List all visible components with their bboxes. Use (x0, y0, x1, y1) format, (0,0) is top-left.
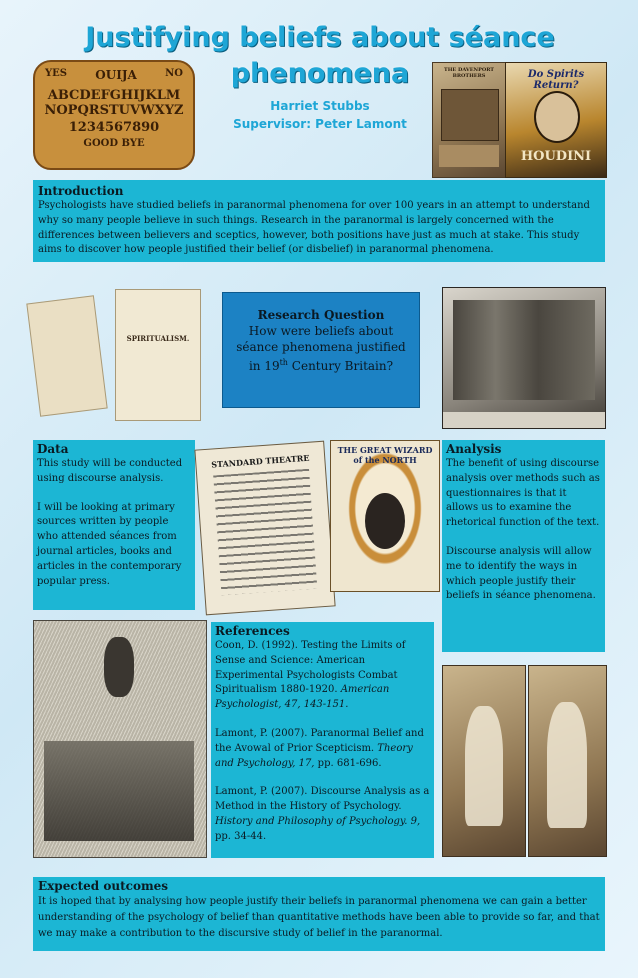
theatre-poster-title: STANDARD THEATRE (210, 452, 310, 470)
ouija-board-image (33, 60, 195, 170)
data-heading: Data (37, 442, 69, 456)
research-question-heading: Research Question (257, 308, 385, 322)
ouija-no: NO (165, 68, 183, 79)
ouija-brand: OUIJA (95, 68, 137, 82)
levitation-engraving (33, 620, 207, 858)
book-title: SPIRITUALISM. (126, 334, 190, 343)
analysis-paragraph-2: Discourse analysis will allow me to identify the ways in which people justify their beliefs in séance phenomena. (446, 545, 596, 602)
great-wizard-caption: THE GREAT WIZARD of the NORTH (337, 445, 433, 465)
ouija-yes: YES (45, 68, 67, 79)
research-question-line-3: in 19th Century Britain? (248, 358, 394, 373)
data-paragraph-2: I will be looking at primary sources written by people who attended séances from journal articles, books and articles in the contemporary popular press. (37, 501, 182, 587)
great-wizard-poster (330, 440, 440, 592)
davenport-poster-title: THE DAVENPORT BROTHERS (443, 67, 494, 79)
data-paragraph-1: This study will be conducted using discourse analysis. (37, 458, 183, 484)
research-question-line-2: séance phenomena justified (236, 340, 406, 354)
reference-2: Lamont, P. (2007). Paranormal Belief and the Avowal of Prior Scepticism. Theory and Psychology, 17, pp. 681-696. (215, 727, 424, 769)
author-name: Harriet Stubbs (270, 99, 370, 113)
reference-1: Coon, D. (1992). Testing the Limits of Sense and Science: American Experimental Psychologists Combat Spiritualism 1880-1920. American Psychologist, 47, 143-151. (215, 640, 406, 711)
title-line-2: phenomena (230, 58, 410, 89)
title-line-1: Justifying beliefs about séance (85, 22, 555, 53)
spirit-photo-left (442, 665, 526, 857)
research-question-line-1: How were beliefs about (248, 324, 394, 338)
introduction-heading: Introduction (38, 184, 124, 198)
houdini-headline: Do Spirits Return? (527, 69, 585, 91)
research-question-box (222, 292, 420, 408)
expected-outcomes-heading: Expected outcomes (38, 879, 169, 893)
introduction-panel (33, 180, 605, 262)
references-panel (211, 622, 434, 858)
reference-3: Lamont, P. (2007). Discourse Analysis as a Method in the History of Psychology. History and Philosophy of Psychology. 9, pp. 34-44. (215, 786, 430, 842)
expected-outcomes-body: It is hoped that by analysing how people justify their beliefs in paranormal phenomena we can gain a better understanding of the psychology of belief than quantitative methods have been able to provide so far, and that we may make a contribution to the discursive study of belief in the paranormal. (38, 896, 600, 939)
houdini-poster-image (505, 62, 607, 178)
standard-theatre-poster (194, 441, 335, 616)
analysis-heading: Analysis (446, 442, 502, 456)
davenport-brothers-photo (442, 287, 606, 429)
ouija-letters-row2: NOPQRSTUVWXYZ (44, 103, 184, 118)
analysis-paragraph-1: The benefit of using discourse analysis over methods such as questionnaires is that it allows us to examine the rhetorical function of the text. (446, 458, 600, 529)
spiritualism-books-image (33, 287, 203, 425)
spirit-photo-right (528, 665, 607, 857)
author-block (200, 97, 440, 133)
ouija-numbers: 1234567890 (68, 120, 160, 135)
data-panel (33, 440, 195, 610)
houdini-name: HOUDINI (520, 149, 592, 164)
ouija-letters-row1: ABCDEFGHIJKLM (47, 88, 181, 103)
analysis-panel (442, 440, 605, 652)
expected-outcomes-panel (33, 877, 605, 951)
introduction-body: Psychologists have studied beliefs in paranormal phenomena for over 100 years in an attempt to understand why so many people believe in such things. Research in the paranormal is largely concerned with the differences between believers and sceptics, however, both positions have just as much at stake. This study aims to discover how people justified their belief (or disbelief) in paranormal phenomena. (38, 200, 590, 256)
ouija-goodbye: GOOD BYE (83, 138, 145, 149)
davenport-poster-image (432, 62, 506, 178)
references-heading: References (215, 624, 290, 638)
supervisor-name: Supervisor: Peter Lamont (233, 117, 407, 131)
